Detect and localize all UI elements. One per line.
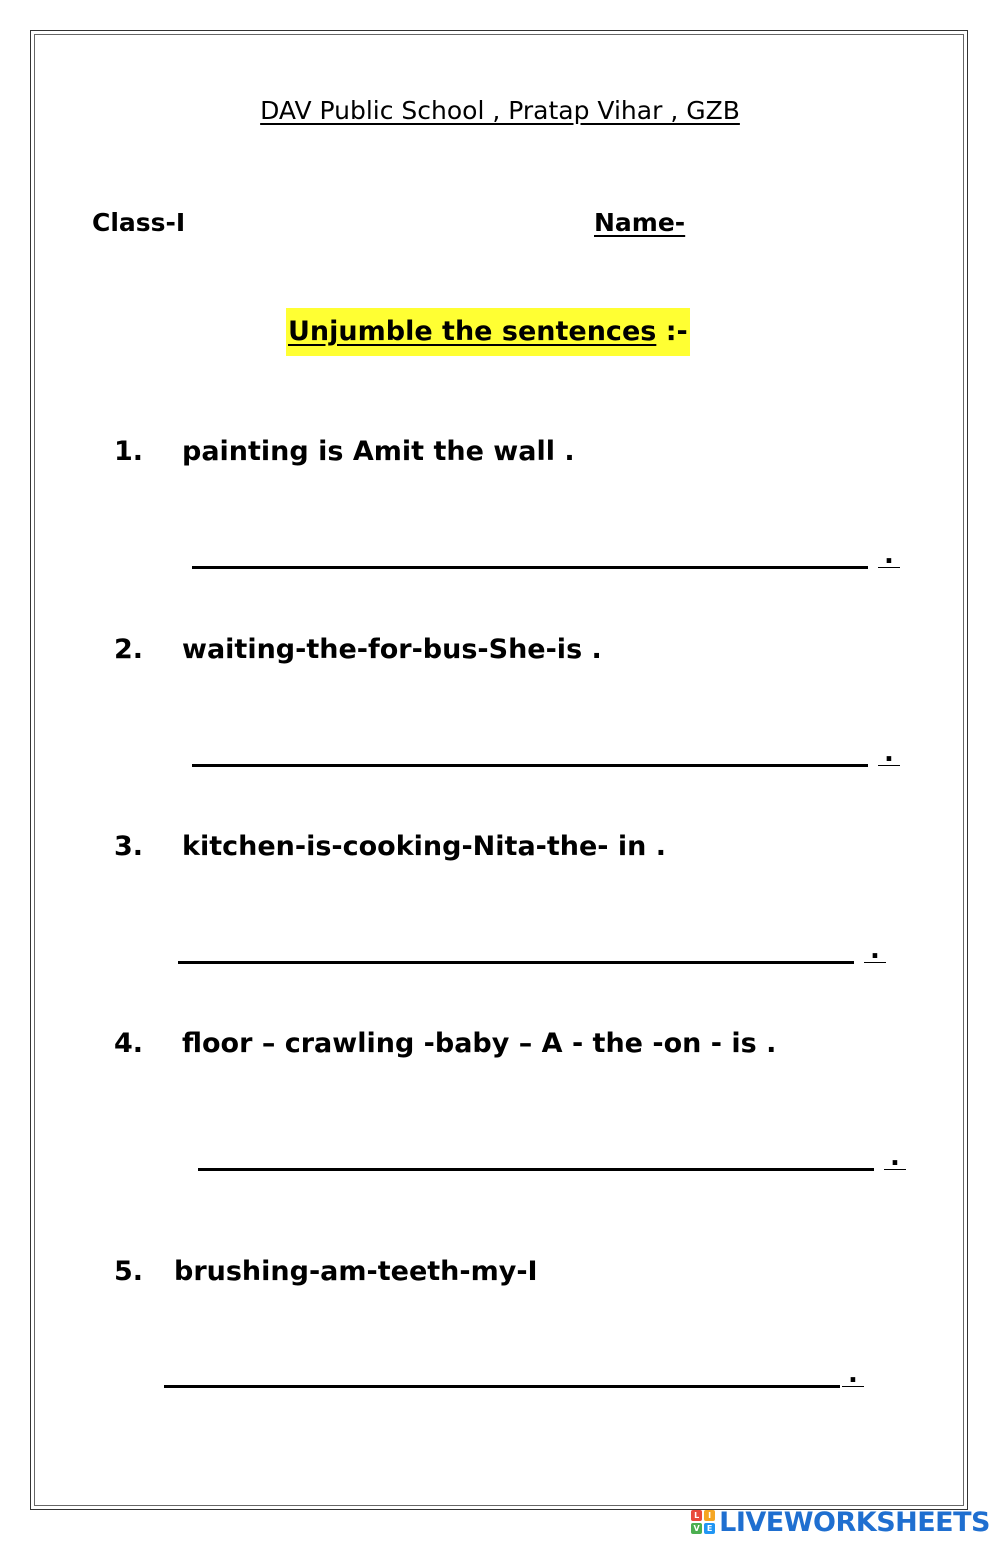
answer-line[interactable] <box>198 1168 874 1171</box>
liveworksheets-logo-icon <box>691 1510 715 1534</box>
logo-letter: L <box>691 1510 702 1521</box>
heading-suffix: :- <box>656 316 688 347</box>
question-number: 4. <box>114 1028 144 1059</box>
logo-letter: V <box>691 1523 702 1534</box>
answer-line[interactable] <box>192 566 868 569</box>
answer-end-dot: . <box>848 1359 858 1389</box>
question-text: kitchen-is-cooking-Nita-the- in . <box>182 831 667 862</box>
question-number: 2. <box>114 634 144 665</box>
logo-text: LIVEWORKSHEETS <box>719 1506 990 1538</box>
question-text: painting is Amit the wall . <box>182 436 575 467</box>
logo-letter: I <box>704 1510 715 1521</box>
answer-end-dot: . <box>870 935 880 965</box>
question-text: waiting-the-for-bus-She-is . <box>182 634 602 665</box>
liveworksheets-logo <box>691 1504 990 1540</box>
name-label: Name- <box>594 208 686 237</box>
answer-end-dot: . <box>884 738 894 768</box>
question-text: brushing-am-teeth-my-I <box>174 1256 538 1287</box>
answer-line[interactable] <box>164 1385 840 1388</box>
worksheet-heading <box>286 308 690 356</box>
question-text: floor – crawling -baby – A - the -on - is . <box>182 1028 777 1059</box>
answer-end-dot: . <box>890 1142 900 1172</box>
class-label: Class-I <box>92 208 186 237</box>
question-number: 3. <box>114 831 144 862</box>
answer-line[interactable] <box>178 961 854 964</box>
heading-title: Unjumble the sentences <box>288 316 657 347</box>
answer-end-dot: . <box>884 540 894 570</box>
logo-letter: E <box>704 1523 715 1534</box>
answer-line[interactable] <box>192 764 868 767</box>
question-number: 1. <box>114 436 144 467</box>
question-number: 5. <box>114 1256 144 1287</box>
school-title: DAV Public School , Pratap Vihar , GZB <box>260 96 740 125</box>
